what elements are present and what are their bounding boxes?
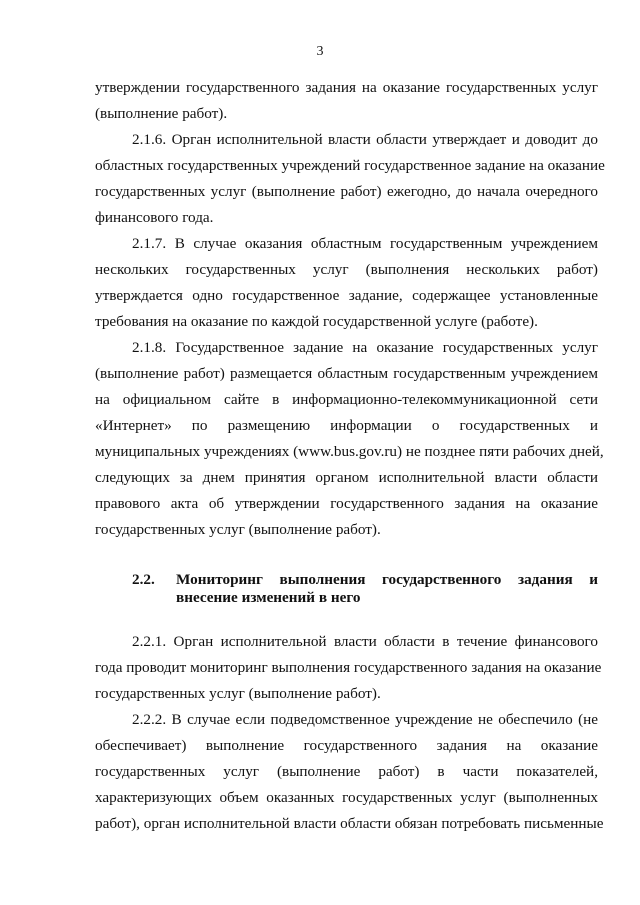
text-line: 2.2.1. Орган исполнительной власти области в течение финансового [132, 633, 598, 650]
text-line: характеризующих объем оказанных государственных услуг (выполненных [95, 789, 598, 806]
section-title-continued: внесение изменений в него [176, 589, 361, 606]
text-line: утверждении государственного задания на оказание государственных услуг [95, 79, 598, 96]
text-line: финансового года. [95, 209, 214, 226]
text-line: областных государственных учреждений государственное задание на оказание [95, 157, 605, 174]
text-line: нескольких государственных услуг (выполнения нескольких работ) [95, 261, 598, 278]
text-line: муниципальных учреждениях (www.bus.gov.ru) не позднее пяти рабочих дней, [95, 443, 604, 460]
text-line: года проводит мониторинг выполнения государственного задания на оказание [95, 659, 602, 676]
text-line: 2.1.8. Государственное задание на оказание государственных услуг [132, 339, 598, 356]
text-line: (выполнение работ) размещается областным государственным учреждением [95, 365, 598, 382]
text-line: правового акта об утверждении государственного задания на оказание [95, 495, 598, 512]
text-line: на официальном сайте в информационно-телекоммуникационной сети [95, 391, 598, 408]
text-line: государственных услуг (выполнение работ) в части показателей, [95, 763, 598, 780]
text-line: следующих за днем принятия органом исполнительной власти области [95, 469, 598, 486]
text-line: обеспечивает) выполнение государственного задания на оказание [95, 737, 598, 754]
section-number: 2.2. [132, 571, 155, 588]
text-line: государственных услуг (выполнение работ) ежегодно, до начала очередного [95, 183, 598, 200]
section-title: Мониторинг выполнения государственного задания и [176, 571, 598, 588]
text-line: государственных услуг (выполнение работ). [95, 521, 381, 538]
text-line: требования на оказание по каждой государственной услуге (работе). [95, 313, 538, 330]
page-number: 3 [316, 44, 324, 59]
text-line: государственных услуг (выполнение работ). [95, 685, 381, 702]
text-line: «Интернет» по размещению информации о государственных и [95, 417, 598, 434]
text-line: 2.2.2. В случае если подведомственное учреждение не обеспечило (не [132, 711, 598, 728]
text-line: (выполнение работ). [95, 105, 228, 122]
text-line: утверждается одно государственное задание, содержащее установленные [95, 287, 598, 304]
text-line: 2.1.6. Орган исполнительной власти области утверждает и доводит до [132, 131, 598, 148]
text-line: 2.1.7. В случае оказания областным государственным учреждением [132, 235, 598, 252]
text-line: работ), орган исполнительной власти области обязан потребовать письменные [95, 815, 604, 832]
